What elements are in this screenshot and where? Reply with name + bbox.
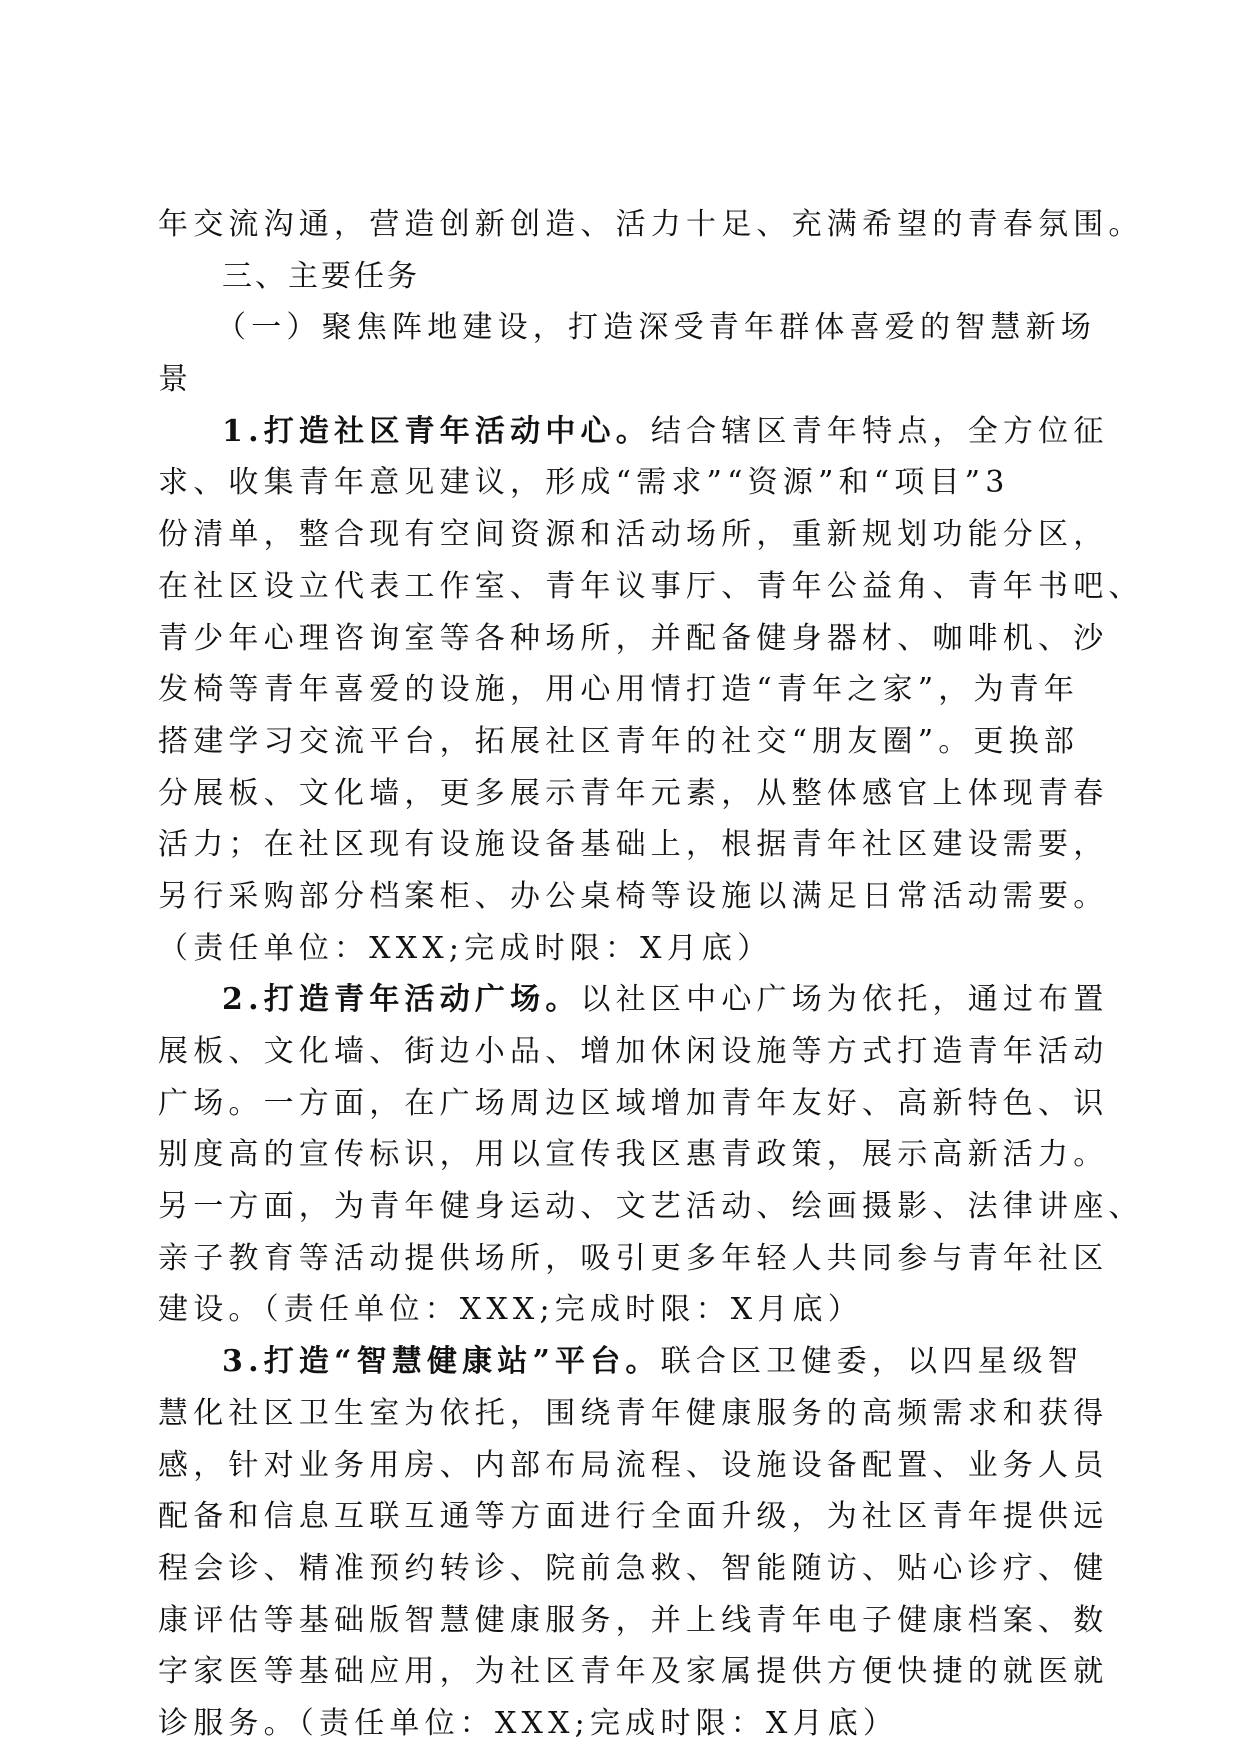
- text-line: 年交流沟通，营造创新创造、活力十足、充满希望的青春氛围。: [158, 207, 1144, 242]
- item-1-title: 1.打造社区青年活动中心。: [222, 413, 651, 449]
- text-line: 青少年心理咨询室等各种场所，并配备健身器材、咖啡机、沙: [158, 620, 1109, 656]
- text-line: 广场。一方面，在广场周边区域增加青年友好、高新特色、识: [158, 1085, 1109, 1121]
- text-line: 展板、文化墙、街边小品、增加休闲设施等方式打造青年活动: [158, 1034, 1109, 1069]
- responsibility-note: （责任单位：XXX;完成时限：X月底）: [158, 930, 773, 966]
- subsection-heading: （一）聚焦阵地建设，打造深受青年群体喜爱的智慧新场: [216, 310, 1096, 346]
- text-line: 康评估等基础版智慧健康服务，并上线青年电子健康档案、数: [158, 1602, 1109, 1638]
- text-line: 发椅等青年喜爱的设施，用心用情打造“青年之家”，为青年: [158, 672, 1080, 708]
- item-3-first-line: [158, 1336, 1084, 1388]
- text-line: 求、收集青年意见建议，形成“需求”“资源”和“项目”3: [158, 465, 1010, 501]
- subsection-heading-continued: 景: [158, 362, 194, 398]
- text-line: 慧化社区卫生室为依托，围绕青年健康服务的高频需求和获得: [158, 1395, 1109, 1431]
- item-1-first-line: [158, 406, 1109, 458]
- item-3-text: 联合区卫健委，以四星级智: [660, 1344, 1084, 1380]
- text-line: 亲子教育等活动提供场所，吸引更多年轻人共同参与青年社区: [158, 1240, 1109, 1276]
- item-2-text: 以社区中心广场为依托，通过布置: [580, 982, 1109, 1018]
- text-line: 在社区设立代表工作室、青年议事厅、青年公益角、青年书吧、: [158, 568, 1144, 604]
- item-3-title: 3.打造“智慧健康站”平台。: [222, 1344, 661, 1380]
- text-line: 另一方面，为青年健身运动、文艺活动、绘画摄影、法律讲座、: [158, 1189, 1144, 1225]
- item-2-first-line: [158, 974, 1109, 1026]
- text-line: 分展板、文化墙，更多展示青年元素，从整体感官上体现青春: [158, 775, 1109, 811]
- text-line: 搭建学习交流平台，拓展社区青年的社交“朋友圈”。更换部: [158, 723, 1080, 759]
- text-line: 程会诊、精准预约转诊、院前急救、智能随访、贴心诊疗、健: [158, 1550, 1109, 1586]
- text-line: 份清单，整合现有空间资源和活动场所，重新规划功能分区，: [158, 517, 1109, 553]
- item-2-title: 2.打造青年活动广场。: [222, 982, 581, 1018]
- section-heading: 三、主要任务: [222, 258, 420, 294]
- item-1-text: 结合辖区青年特点，全方位征: [650, 413, 1109, 449]
- responsibility-note: 诊服务。（责任单位：XXX;完成时限：X月底）: [158, 1705, 899, 1741]
- text-line: 另行采购部分档案柜、办公桌椅等设施以满足日常活动需要。: [158, 878, 1109, 914]
- text-line: 活力；在社区现有设施设备基础上，根据青年社区建设需要，: [158, 827, 1109, 863]
- text-line: 字家医等基础应用，为社区青年及家属提供方便快捷的就医就: [158, 1654, 1109, 1690]
- responsibility-note: 建设。（责任单位：XXX;完成时限：X月底）: [158, 1292, 863, 1328]
- body-text: [158, 199, 1144, 1750]
- text-line: 配备和信息互联互通等方面进行全面升级，为社区青年提供远: [158, 1499, 1109, 1535]
- text-line: 别度高的宣传标识，用以宣传我区惠青政策，展示高新活力。: [158, 1137, 1109, 1173]
- text-line: 感，针对业务用房、内部布局流程、设施设备配置、业务人员: [158, 1447, 1109, 1483]
